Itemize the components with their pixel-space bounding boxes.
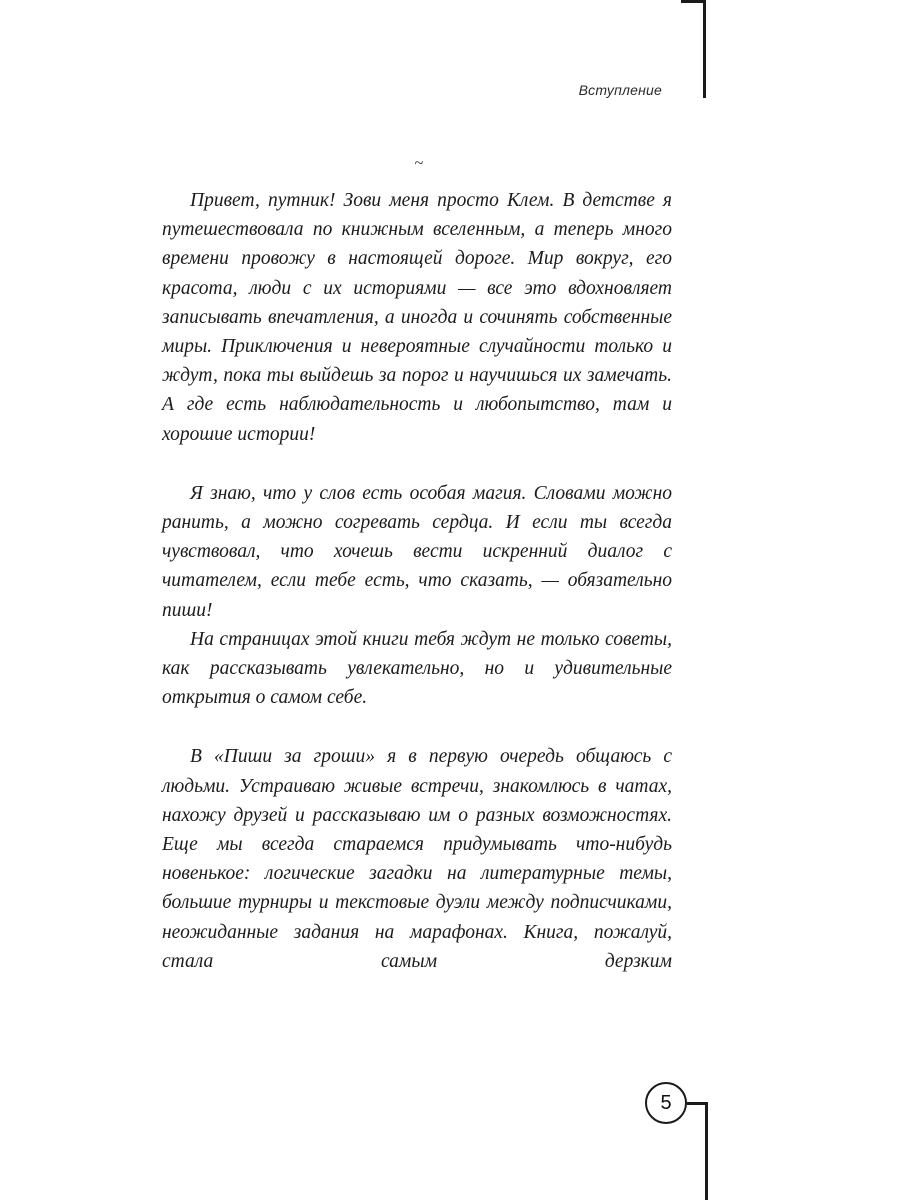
paragraph-book-pages: На страницах этой книги тебя ждут не только советы, как рассказывать увлекательно, но и удивительные открытия о самом себе. [162, 628, 672, 709]
page-number: 5 [660, 1091, 672, 1114]
body-text [162, 186, 672, 976]
running-head-title: Вступление [578, 82, 662, 98]
corner-frame-bottom-vertical [705, 1102, 708, 1200]
tilde-ornament: ~ [414, 155, 424, 172]
paragraph-magic-of-words: Я знаю, что у слов есть особая магия. Словами можно ранить, а можно согревать сердца. И если ты всегда чувствовал, что хочешь вести искренний диалог с читателем, если тебе есть, что сказать, — обязательно пиши! [162, 482, 672, 621]
paragraph-greeting: Привет, путник! Зови меня просто Клем. В детстве я путешествовала по книжным вселенным, а теперь много времени провожу в настоящей дороге. Мир вокруг, его красота, люди с их историями — все это вдохновляет записывать впечатления, а иногда и сочинять собственные миры. Приключения и невероятные случайности только и ждут, пока ты выйдешь за порог и научишься их замечать. А где есть наблюдательность и любопытство, там и хорошие истории! [162, 190, 672, 445]
paragraph-community: В «Пиши за гроши» я в первую очередь общаюсь с людьми. Устраиваю живые встречи, знакомлюсь в чатах, нахожу друзей и рассказываю им о разных возможностях. Еще мы всегда стараемся придумывать что-нибудь новенькое: логические загадки на литературные темы, большие турниры и текстовые дуэли между подписчиками, неожиданные задания на марафонах. Книга, пожалуй, стала самым дерзким [162, 746, 672, 972]
corner-frame-top-vertical [703, 0, 706, 98]
page-number-badge [645, 1082, 687, 1124]
